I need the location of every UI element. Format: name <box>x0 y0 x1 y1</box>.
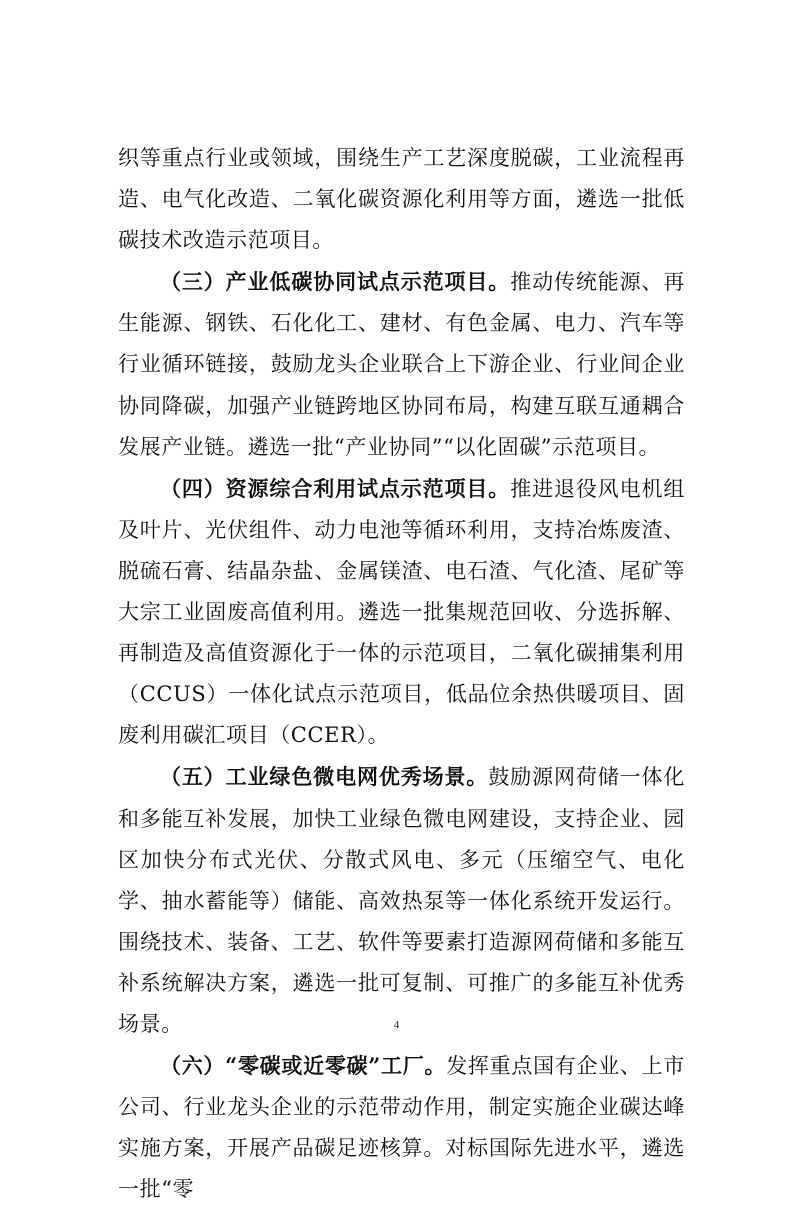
paragraph-section-3 <box>118 261 685 467</box>
paragraph-section-6 <box>118 1045 685 1210</box>
section-heading: （五）工业绿色微电网优秀场景。 <box>160 764 489 790</box>
section-heading: （四）资源综合利用试点示范项目。 <box>160 475 511 501</box>
paragraph-section-4 <box>118 468 685 757</box>
section-heading: （六）“零碳或近零碳”工厂。 <box>160 1053 447 1079</box>
paragraph-text: 织等重点行业或领域，围绕生产工艺深度脱碳，工业流程再造、电气化改造、二氧化碳资源化利用等方面，遴选一批低碳技术改造示范项目。 <box>118 146 685 253</box>
document-body <box>118 138 685 1210</box>
paragraph-text: 鼓励源网荷储一体化和多能互补发展，加快工业绿色微电网建设，支持企业、园区加快分布式光伏、分散式风电、多元（压缩空气、电化学、抽水蓄能等）储能、高效热泵等一体化系统开发运行。围绕技术、装备、工艺、软件等要素打造源网荷储和多能互补系统解决方案，遴选一批可复制、可推广的多能互补优秀场景。 <box>118 765 686 1036</box>
paragraph-text: 推动传统能源、再生能源、钢铁、石化化工、建材、有色金属、电力、汽车等行业循环链接，鼓励龙头企业联合上下游企业、行业间企业协同降碳，加强产业链跨地区协同布局，构建互联互通耦合发展产业链。遴选一批“产业协同”“以化固碳”示范项目。 <box>118 270 685 459</box>
section-heading: （三）产业低碳协同试点示范项目。 <box>160 269 511 295</box>
page-number: 4 <box>393 1019 400 1031</box>
paragraph-text: 推进退役风电机组及叶片、光伏组件、动力电池等循环利用，支持冶炼废渣、脱硫石膏、结晶杂盐、金属镁渣、电石渣、气化渣、尾矿等大宗工业固废高值利用。遴选一批集规范回收、分选拆解、再制造及高值资源化于一体的示范项目，二氧化碳捕集利用（CCUS）一体化试点示范项目，低品位余热供暖项目、固废利用碳汇项目（CCER）。 <box>118 476 685 748</box>
paragraph-section-5 <box>118 756 685 1045</box>
paragraph-text: 发挥重点国有企业、上市公司、行业龙头企业的示范带动作用，制定实施企业碳达峰实施方案，开展产品碳足迹核算。对标国际先进水平，遴选一批“零 <box>118 1054 685 1202</box>
paragraph-continuation <box>118 138 685 261</box>
